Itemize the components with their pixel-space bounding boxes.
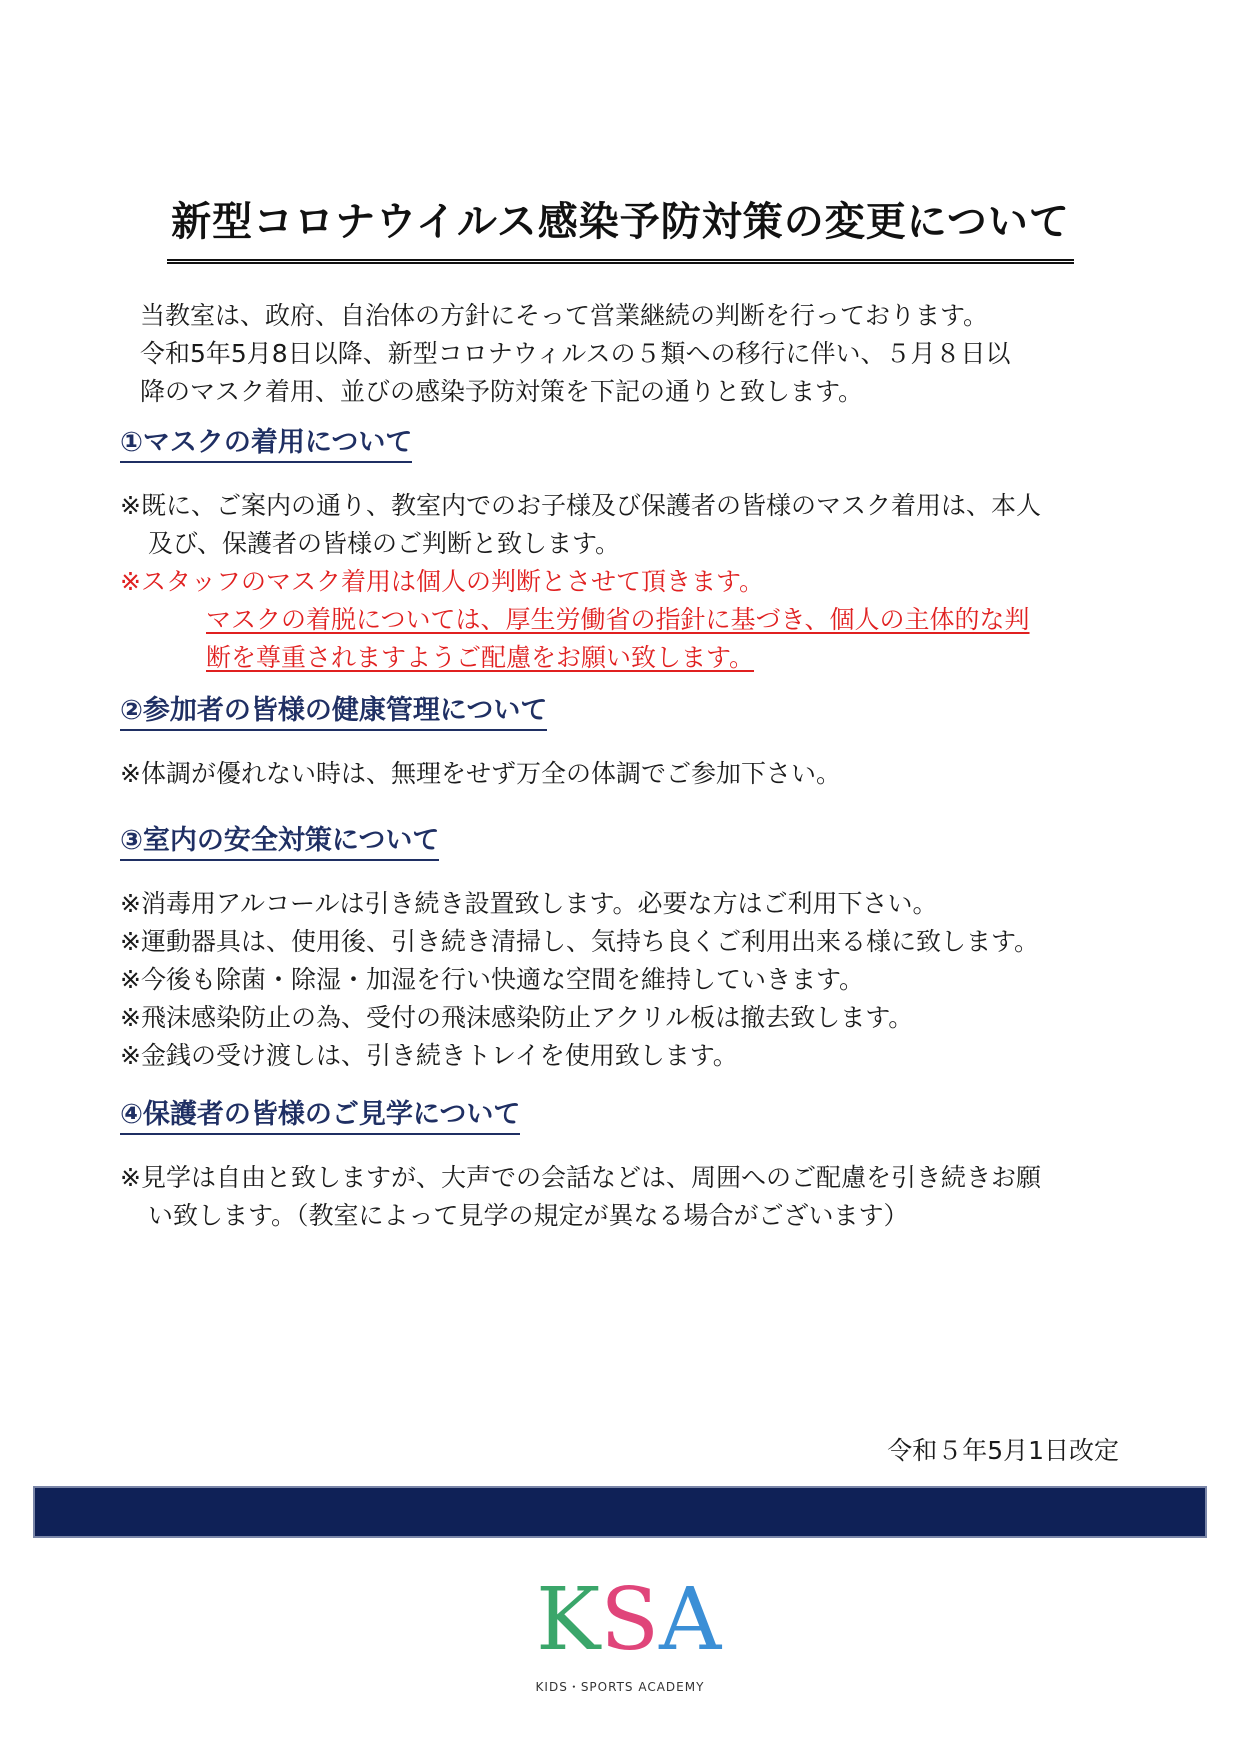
notice-line: ※体調が優れない時は、無理をせず万全の体調でご参加下さい。 [120, 759, 841, 788]
mask-guideline-notice: マスクの着脱については、厚生労働省の指針に基づき、個人の主体的な判 [206, 605, 1030, 634]
logo-letters: KSA [536, 1570, 722, 1670]
notice-line: い致します。（教室によって見学の規定が異なる場合がございます） [148, 1201, 909, 1230]
notice-line: ※消毒用アルコールは引き続き設置致します。必要な方はご利用下さい。 [120, 889, 938, 918]
section-observation [120, 1092, 1120, 1235]
section-heading-mask: ①マスクの着用について [120, 420, 412, 463]
intro-line: 当教室は、政府、自治体の方針にそって営業継続の判断を行っております。 [140, 301, 989, 330]
section-heading-observation: ④保護者の皆様のご見学について [120, 1092, 520, 1135]
intro-line: 降のマスク着用、並びの感染予防対策を下記の通りと致します。 [140, 377, 864, 406]
page-title-wrap [0, 190, 1241, 264]
notice-line: ※今後も除菌・除湿・加湿を行い快適な空間を維持していきます。 [120, 965, 864, 994]
section-heading-safety: ③室内の安全対策について [120, 818, 439, 861]
ksa-logo [530, 1570, 722, 1710]
footer-bar [33, 1486, 1207, 1538]
page-title: 新型コロナウイルス感染予防対策の変更について [167, 190, 1074, 264]
notice-line: ※見学は自由と致しますが、大声での会話などは、周囲へのご配慮を引き続きお願 [120, 1163, 1041, 1192]
notice-line: ※運動器具は、使用後、引き続き清掃し、気持ち良くご利用出来る様に致します。 [120, 927, 1039, 956]
staff-mask-notice: ※スタッフのマスク着用は個人の判断とさせて頂きます。 [120, 567, 764, 596]
mask-guideline-notice: 断を尊重されますようご配慮をお願い致します。 [206, 643, 755, 672]
section-mask [120, 420, 1120, 677]
intro-line: 令和5年5月8日以降、新型コロナウィルスの５類への移行に伴い、５月８日以 [140, 339, 1011, 368]
section-safety [120, 818, 1120, 1075]
notice-line: ※飛沫感染防止の為、受付の飛沫感染防止アクリル板は撤去致します。 [120, 1003, 914, 1032]
notice-line: 及び、保護者の皆様のご判断と致します。 [148, 529, 621, 558]
logo-subtitle: KIDS・SPORTS ACADEMY [535, 1680, 705, 1694]
section-heading-health: ②参加者の皆様の健康管理について [120, 688, 547, 731]
intro-paragraph [140, 297, 1130, 411]
revision-date: 令和５年5月1日改定 [887, 1436, 1119, 1465]
notice-line: ※既に、ご案内の通り、教室内でのお子様及び保護者の皆様のマスク着用は、本人 [120, 491, 1041, 520]
notice-line: ※金銭の受け渡しは、引き続きトレイを使用致します。 [120, 1041, 738, 1070]
section-health [120, 688, 1120, 793]
